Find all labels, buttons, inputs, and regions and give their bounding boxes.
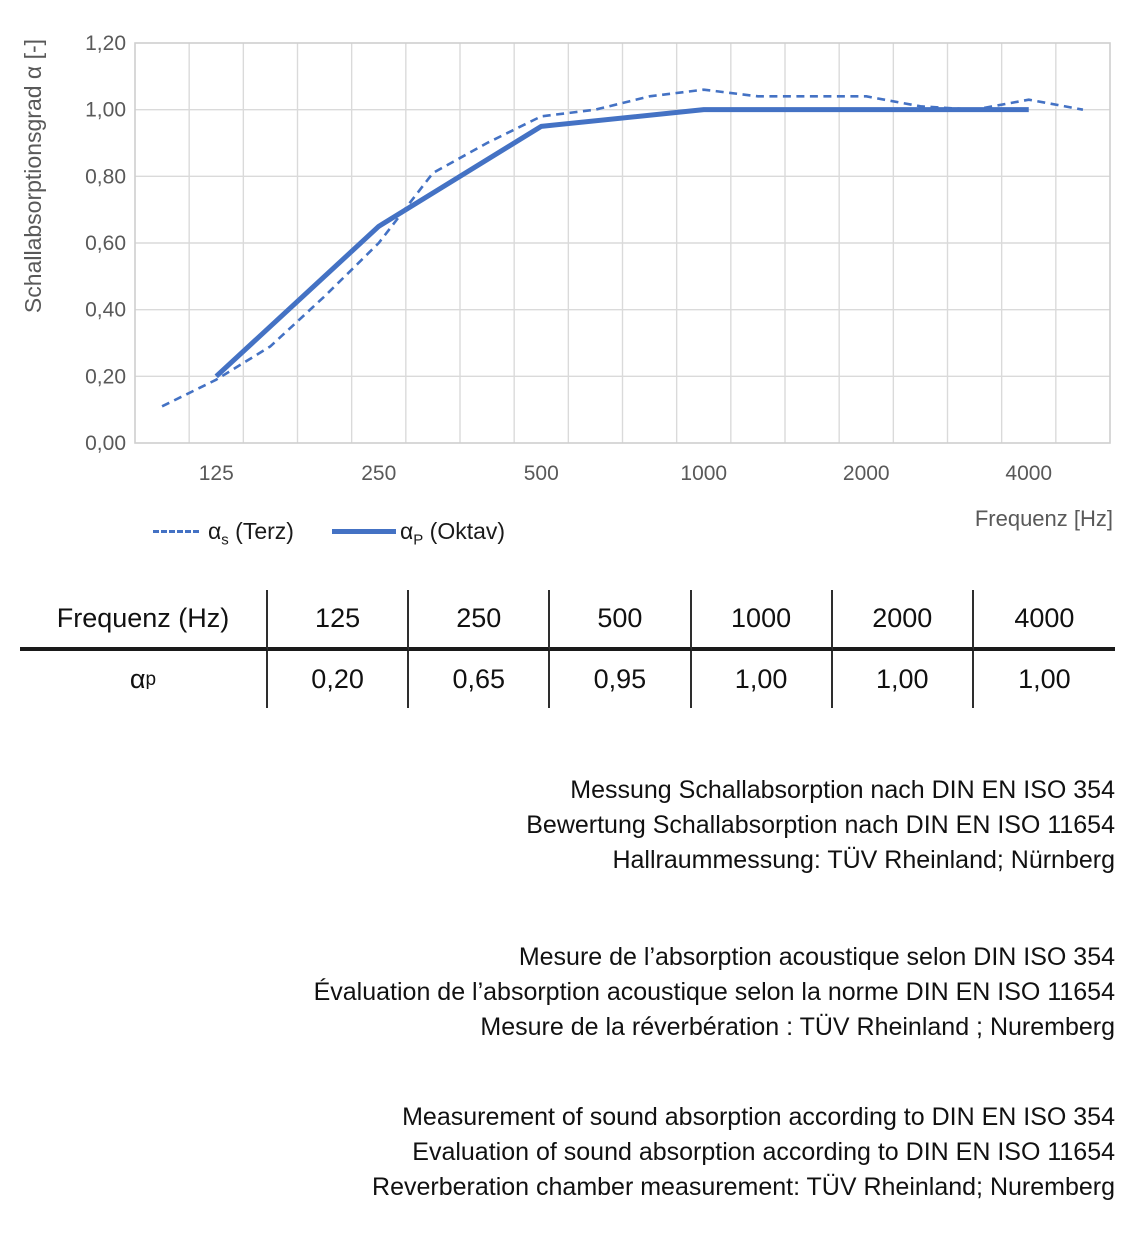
y-axis-title: Schallabsorptionsgrad α [-] xyxy=(20,38,46,314)
absorption-chart xyxy=(0,0,1135,560)
note-line: Messung Schallabsorption nach DIN EN ISO 354 xyxy=(570,776,1115,804)
svg-text:0,80: 0,80 xyxy=(85,165,126,189)
svg-text:250: 250 xyxy=(361,462,397,485)
svg-text:2000: 2000 xyxy=(842,462,890,485)
note-line: Bewertung Schallabsorption nach DIN EN ISO 11654 xyxy=(526,811,1115,839)
table-value-4000: 1,00 xyxy=(1018,664,1071,694)
svg-text:1000: 1000 xyxy=(680,462,728,485)
dashed-line-icon xyxy=(153,530,199,533)
x-axis-title: Frequenz [Hz] xyxy=(974,506,1113,531)
absorption-table xyxy=(20,590,1115,708)
legend-item-terz xyxy=(153,517,294,549)
legend-label-terz: $\alpha_s$ (Terz) xyxy=(208,517,294,549)
table-value-250: 0,65 xyxy=(409,651,550,708)
table-value-1000: 1,00 xyxy=(692,651,833,708)
svg-text:4000: 4000 xyxy=(1005,462,1053,485)
legend-item-oktav xyxy=(332,517,506,549)
svg-text:0,40: 0,40 xyxy=(85,298,126,322)
note-line: Reverberation chamber measurement: TÜV Rheinland; Nuremberg xyxy=(372,1173,1115,1201)
table-header-1000: 1000 xyxy=(692,590,833,651)
absorption-chart-svg xyxy=(0,0,1135,505)
svg-text:0,60: 0,60 xyxy=(85,232,126,255)
note-german xyxy=(20,773,1115,878)
legend-label-oktav: $\alpha_P$ (Oktav) xyxy=(399,517,506,549)
table-header-4000: 4000 xyxy=(974,590,1115,651)
table-row-label-alpha-p: α p xyxy=(20,651,268,708)
solid-line-icon xyxy=(332,529,396,534)
svg-text:0,20: 0,20 xyxy=(85,365,126,389)
svg-text:500: 500 xyxy=(523,462,559,485)
note-line: Mesure de la réverbération : TÜV Rheinland ; Nuremberg xyxy=(480,1013,1115,1041)
note-french xyxy=(20,940,1115,1045)
svg-text:1,20: 1,20 xyxy=(85,32,126,55)
table-header-2000: 2000 xyxy=(833,590,974,651)
note-line: Measurement of sound absorption according to DIN EN ISO 354 xyxy=(402,1103,1115,1131)
note-line: Hallraummessung: TÜV Rheinland; Nürnberg xyxy=(612,846,1115,874)
table-header-250: 250 xyxy=(409,590,550,651)
note-line: Mesure de l’absorption acoustique selon DIN ISO 354 xyxy=(518,943,1115,971)
note-line: Évaluation de l’absorption acoustique selon la norme DIN EN ISO 11654 xyxy=(313,978,1115,1006)
table-header-frequency: Frequenz (Hz) xyxy=(20,590,268,651)
table-value-500: 0,95 xyxy=(550,651,691,708)
svg-text:125: 125 xyxy=(198,462,234,485)
svg-text:0,00: 0,00 xyxy=(85,432,126,455)
table-header-500: 500 xyxy=(550,590,691,651)
svg-text:1,00: 1,00 xyxy=(85,98,126,122)
note-line: Evaluation of sound absorption according to DIN EN ISO 11654 xyxy=(412,1138,1115,1166)
table-header-125: 125 xyxy=(268,590,409,651)
chart-legend xyxy=(153,516,506,549)
table-value-2000: 1,00 xyxy=(833,651,974,708)
table-value-125: 0,20 xyxy=(268,651,409,708)
note-english xyxy=(20,1100,1115,1205)
